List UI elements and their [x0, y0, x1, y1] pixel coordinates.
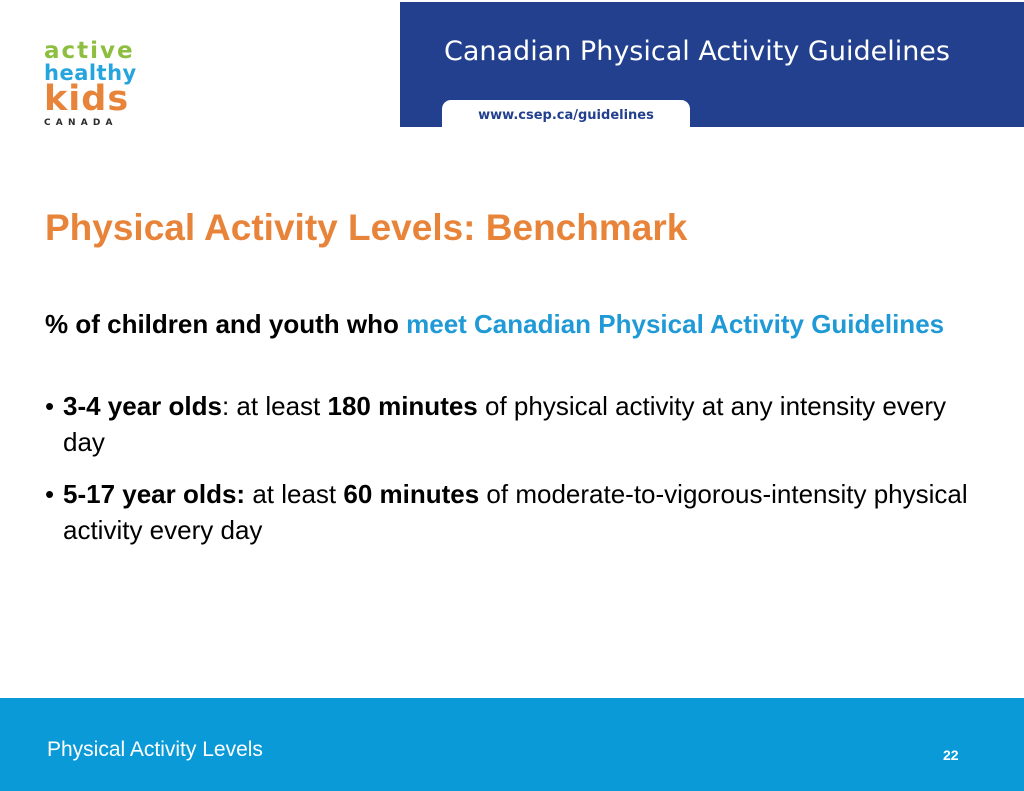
logo-word-active: active	[44, 38, 135, 64]
bullet-sep: at least	[245, 479, 344, 509]
list-item	[45, 476, 985, 548]
footer-title: Physical Activity Levels	[47, 738, 263, 761]
logo-word-kids: kids	[44, 79, 130, 119]
header-banner	[400, 2, 1024, 127]
active-healthy-kids-logo	[44, 40, 154, 135]
logo-word-healthy: healthy	[44, 61, 137, 85]
list-item	[45, 388, 985, 460]
bullet-rest: of moderate-to-vigorous-intensity physical activity every day	[63, 479, 968, 545]
header-url[interactable]: www.csep.ca/guidelines	[442, 100, 690, 127]
header-title: Canadian Physical Activity Guidelines	[444, 36, 950, 67]
subtitle-text: % of children and youth who	[45, 309, 407, 339]
slide-title: Physical Activity Levels: Benchmark	[45, 207, 688, 248]
guideline-list	[45, 388, 985, 564]
logo-word-canada: CANADA	[44, 118, 118, 128]
bullet-label: 5-17 year olds:	[63, 479, 246, 509]
bullet-rest: of physical activity at any intensity every day	[63, 391, 946, 457]
bullet-amount: 180 minutes	[327, 391, 478, 421]
page-number: 22	[943, 747, 959, 763]
bullet-icon: •	[45, 479, 55, 509]
bullet-amount: 60 minutes	[343, 479, 480, 509]
slide-subtitle	[45, 306, 975, 342]
bullet-icon: •	[45, 391, 55, 421]
bullet-label: 3-4 year olds	[63, 391, 222, 421]
footer-bar	[0, 698, 1024, 791]
subtitle-highlight: meet Canadian Physical Activity Guidelines	[406, 309, 945, 339]
bullet-sep: : at least	[221, 391, 328, 421]
